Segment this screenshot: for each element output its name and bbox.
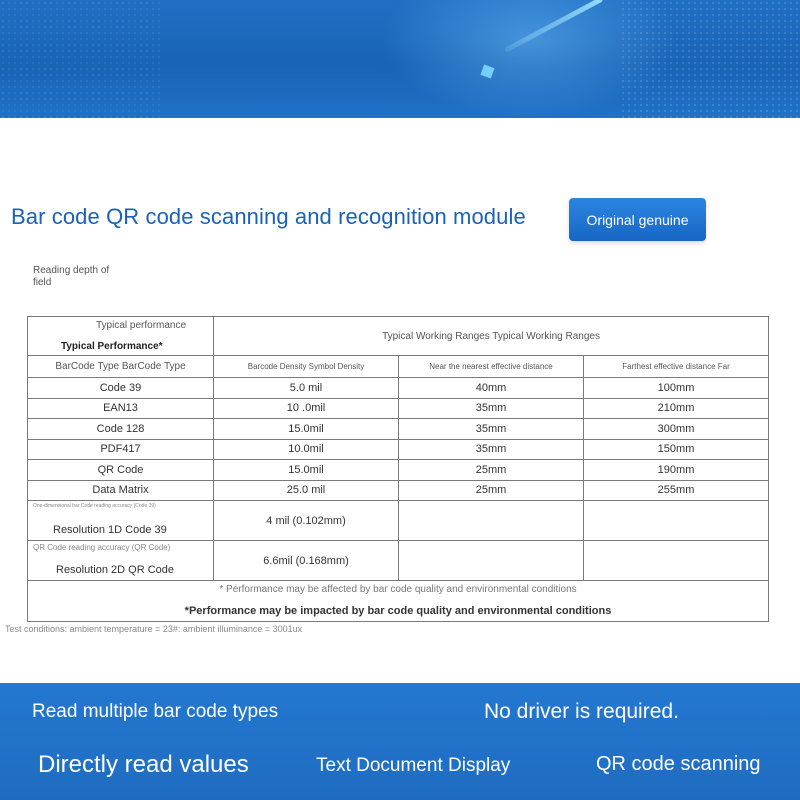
row-density: 15.0mil	[214, 419, 399, 440]
resolution-1d-row	[28, 501, 769, 541]
row-type: Code 39	[28, 378, 214, 399]
working-ranges-header: Typical Working Ranges Typical Working Ranges	[214, 317, 769, 356]
top-banner	[0, 0, 800, 118]
row-density: 15.0mil	[214, 460, 399, 481]
row-near: 35mm	[399, 419, 584, 440]
resolution-1d-caption: One-dimensional bar Code reading accuracy (Code 39)	[33, 503, 156, 509]
row-far: 210mm	[584, 398, 769, 419]
col-header-far: Farthest effective distance Far	[584, 356, 769, 378]
row-far: 100mm	[584, 378, 769, 399]
reading-depth-label: Reading depth of field	[33, 265, 110, 288]
performance-note-cell	[28, 581, 769, 622]
row-far: 190mm	[584, 460, 769, 481]
col-header-type: BarCode Type BarCode Type	[28, 356, 214, 378]
resolution-2d-cell	[28, 541, 214, 581]
table-row	[28, 419, 769, 440]
performance-note-bold: *Performance may be impacted by bar code quality and environmental conditions	[184, 605, 612, 617]
row-type: Data Matrix	[28, 480, 214, 501]
row-near: 25mm	[399, 460, 584, 481]
row-far: 150mm	[584, 439, 769, 460]
resolution-1d-label: Resolution 1D Code 39	[53, 524, 167, 536]
col-header-density: Barcode Density Symbol Density	[214, 356, 399, 378]
test-conditions: Test conditions: ambient temperature = 23#: ambient illuminance = 3001ux	[5, 624, 303, 634]
table-row	[28, 378, 769, 399]
row-type: Code 128	[28, 419, 214, 440]
table-row	[28, 480, 769, 501]
row-type: QR Code	[28, 460, 214, 481]
feature-multiple-types: Read multiple bar code types	[32, 701, 279, 722]
row-type: EAN13	[28, 398, 214, 419]
feature-text-display: Text Document Display	[316, 755, 511, 776]
feature-qr-scanning: QR code scanning	[596, 753, 761, 775]
row-near: 35mm	[399, 398, 584, 419]
feature-direct-read: Directly read values	[38, 751, 249, 778]
typical-performance-header	[28, 317, 214, 356]
typical-performance-bold-label: Typical Performance*	[61, 341, 163, 352]
banner-pattern-right	[620, 0, 800, 118]
row-near: 35mm	[399, 439, 584, 460]
resolution-1d-value: 4 mil (0.102mm)	[214, 501, 399, 541]
feature-no-driver: No driver is required.	[484, 700, 679, 723]
performance-note: * Performance may be affected by bar code quality and environmental conditions	[219, 584, 577, 595]
row-density: 10 .0mil	[214, 398, 399, 419]
empty-cell	[399, 541, 584, 581]
row-near: 25mm	[399, 480, 584, 501]
table-row	[28, 398, 769, 419]
performance-table	[27, 316, 769, 622]
empty-cell	[584, 501, 769, 541]
col-header-near: Near the nearest effective distance	[399, 356, 584, 378]
empty-cell	[584, 541, 769, 581]
row-density: 25.0 mil	[214, 480, 399, 501]
row-near: 40mm	[399, 378, 584, 399]
typical-performance-label: Typical performance	[96, 320, 187, 331]
row-far: 255mm	[584, 480, 769, 501]
row-density: 5.0 mil	[214, 378, 399, 399]
original-genuine-badge: Original genuine	[569, 198, 706, 241]
table-row	[28, 460, 769, 481]
table-row	[28, 439, 769, 460]
resolution-2d-caption: QR Code reading accuracy (QR Code)	[33, 543, 171, 552]
resolution-2d-row	[28, 541, 769, 581]
resolution-2d-value: 6.6mil (0.168mm)	[214, 541, 399, 581]
row-far: 300mm	[584, 419, 769, 440]
resolution-1d-cell	[28, 501, 214, 541]
resolution-2d-label: Resolution 2D QR Code	[56, 564, 175, 576]
row-density: 10.0mil	[214, 439, 399, 460]
banner-pattern-left	[0, 0, 160, 118]
features-banner	[0, 683, 800, 800]
page-title: Bar code QR code scanning and recognition module	[11, 204, 526, 229]
empty-cell	[399, 501, 584, 541]
row-type: PDF417	[28, 439, 214, 460]
